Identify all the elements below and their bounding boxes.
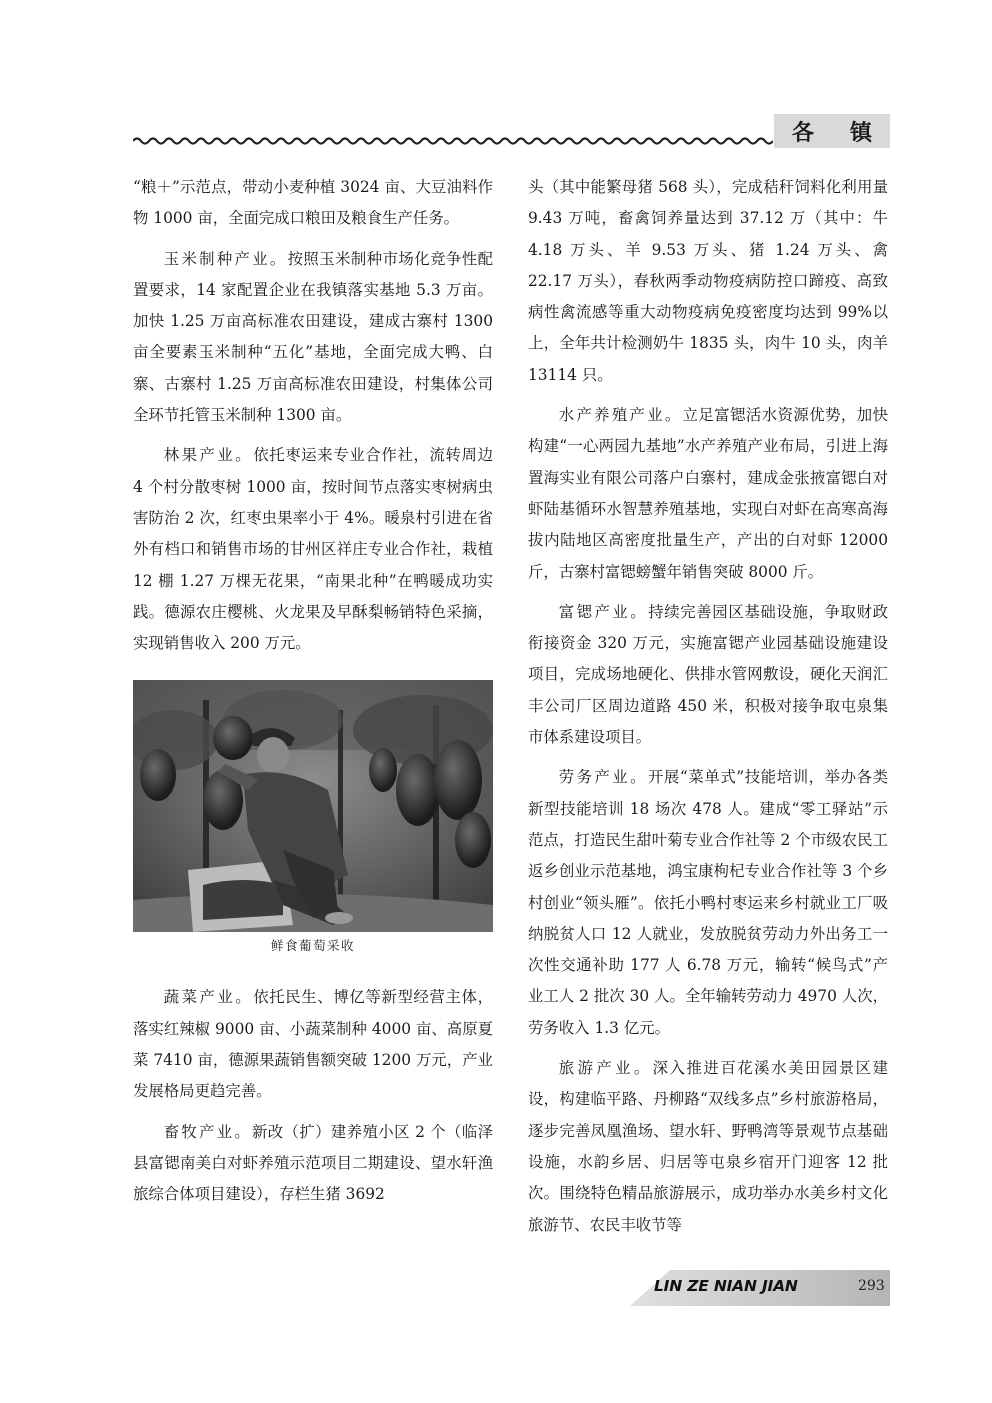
section-tab-char-1: 各 (791, 120, 814, 146)
left-column (133, 172, 493, 1220)
paragraph: 旅游产业。深入推进百花溪水美田园景区建设，构建临平路、丹柳路“双线多点”乡村旅游格局，逐步完善凤凰渔场、望水轩、野鸭湾等景观节点基础设施，水韵乡居、归居等屯泉乡宿开门迎客 12 批次。围绕特色精品旅游展示，成功举办水美乡村文化旅游节、农民丰收节等 (528, 1059, 888, 1234)
paragraph-heading: 旅游产业。 (558, 1059, 653, 1078)
paragraph: 玉米制种产业。按照玉米制种市场化竞争性配置要求，14 家配置企业在我镇落实基地 5.3 万亩。加快 1.25 万亩高标准农田建设，建成古寨村 1300 亩全要素玉米制种“五化”基地，全面完成大鸭、白寨、古寨村 1.25 万亩高标准农田建设，村集体公司全环节托管玉米制种 1300 亩。 (133, 249, 493, 425)
grape-harvest-photo (133, 680, 493, 932)
header-wave-rule (133, 134, 773, 148)
paragraph: 富锶产业。持续完善园区基础设施，争取财政衔接资金 320 万元，实施富锶产业园基础设施建设项目，完成场地硬化、供排水管网敷设，硬化天润汇丰公司厂区周边道路 450 米，积极对接争取屯泉集市体系建设项目。 (528, 602, 888, 747)
section-tab (774, 114, 890, 148)
photo-caption: 鲜食葡萄采收 (270, 938, 355, 954)
paragraph-heading: 林果产业。 (163, 446, 254, 465)
paragraph-heading: 水产养殖产业。 (558, 406, 683, 425)
page-number: 293 (858, 1278, 885, 1294)
paragraph: 蔬菜产业。依托民生、博亿等新型经营主体，落实红辣椒 9000 亩、小蔬菜制种 4000 亩、高原夏菜 7410 亩，德源果蔬销售额突破 1200 万元，产业发展格局更趋完善。 (133, 988, 493, 1101)
paragraph: 畜牧产业。新改（扩）建养殖小区 2 个（临泽县富锶南美白对虾养殖示范项目二期建设、望水轩渔旅综合体项目建设），存栏生猪 3692 (133, 1122, 493, 1204)
paragraph: 林果产业。依托枣运来专业合作社，流转周边 4 个村分散枣树 1000 亩，按时间节点落实枣树病虫害防治 2 次，红枣虫果率小于 4%。暖泉村引进在省外有档口和销售市场的甘州区祥庄专业合作社，栽植 12 棚 1.27 万棵无花果，“南果北种”在鸭暖成功实践。德源农庄樱桃、火龙果及早酥梨畅销特色采摘，实现销售收入 200 万元。 (133, 446, 493, 653)
section-tab-char-2: 镇 (849, 120, 872, 146)
journal-title: LIN ZE NIAN JIAN (654, 1277, 798, 1295)
paragraph-heading: 蔬菜产业。 (163, 988, 254, 1007)
right-column (528, 172, 888, 1250)
paragraph-heading: 富锶产业。 (558, 602, 649, 621)
paragraph: 劳务产业。开展“菜单式”技能培训，举办各类新型技能培训 18 场次 478 人。建成“零工驿站”示范点，打造民生甜叶菊专业合作社等 2 个市级农民工返乡创业示范基地，鸿宝康枸杞专业合作社等 3 个乡村创业“领头雁”。依托小鸭村枣运来乡村就业工厂吸纳脱贫人口 12 人就业，发放脱贫劳动力外出务工一次性交通补助 177 人 6.78 万元，输转“候鸟式”产业工人 2 批次 30 人。全年输转劳动力 4970 人次，劳务收入 1.3 亿元。 (528, 768, 888, 1037)
paragraph-heading: 畜牧产业。 (163, 1122, 252, 1141)
paragraph: 头（其中能繁母猪 568 头），完成秸秆饲料化利用量 9.43 万吨，畜禽饲养量达到 37.12 万（其中：牛 4.18 万头、羊 9.53 万头、猪 1.24 万头、禽 22.17 万头），春秋两季动物疫病防控口蹄疫、高致病性禽流感等重大动物疫病免疫密度均达到 99%以上，全年共计检测奶牛 1835 头，肉牛 10 头，肉羊 13114 只。 (528, 178, 888, 384)
page-footer (630, 1270, 890, 1306)
paragraph: 水产养殖产业。立足富锶活水资源优势，加快构建“一心两园九基地”水产养殖产业布局，引进上海置海实业有限公司落户白寨村，建成金张掖富锶白对虾陆基循环水智慧养殖基地，实现白对虾在高寒高海拔内陆地区高密度批量生产，产出的白对虾 12000 斤，古寨村富锶螃蟹年销售突破 8000 斤。 (528, 406, 888, 581)
paragraph-heading: 劳务产业。 (558, 768, 648, 787)
paragraph: “粮＋”示范点，带动小麦种植 3024 亩、大豆油料作物 1000 亩，全面完成口粮田及粮食生产任务。 (133, 178, 493, 228)
paragraph-heading: 玉米制种产业。 (163, 249, 288, 268)
